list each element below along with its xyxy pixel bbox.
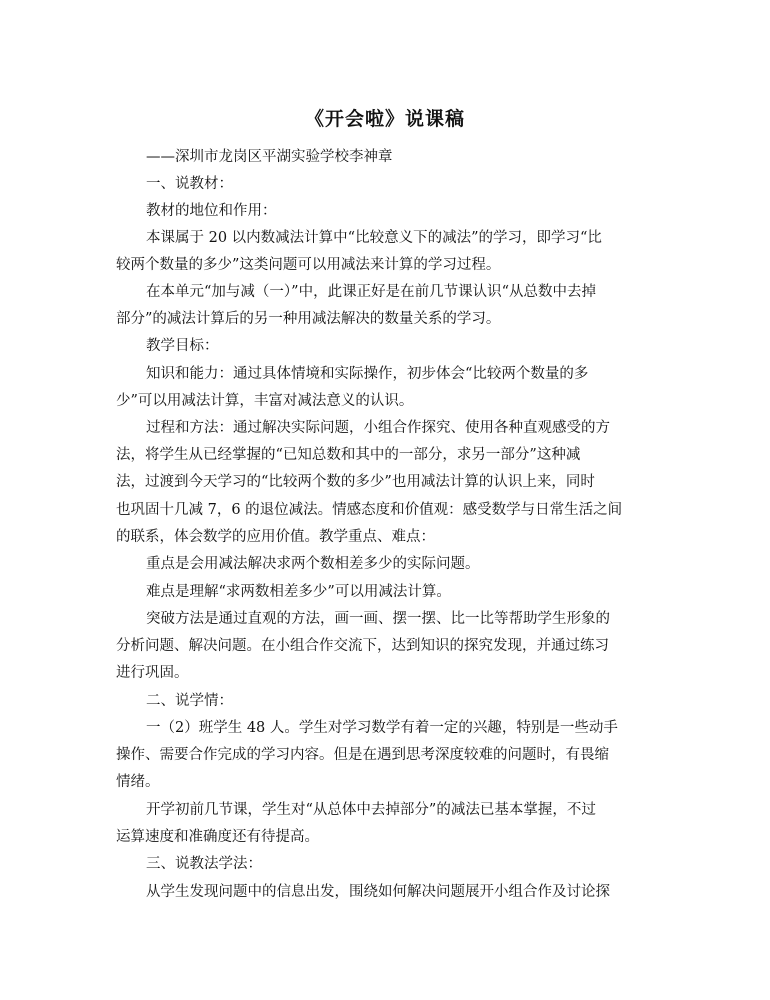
subsection-heading: 教材的地位和作用： bbox=[146, 203, 277, 219]
paragraph-line: 情绪。 bbox=[116, 774, 160, 790]
paragraph-line: 一（2）班学生 48 人。学生对学习数学有着一定的兴趣，特别是一些动手 bbox=[146, 720, 618, 736]
paragraph-line: 也巩固十几减 7，6 的退位减法。情感态度和价值观：感受数学与日常生活之间 bbox=[116, 502, 623, 518]
section-heading: 二、说学情： bbox=[146, 693, 233, 709]
paragraph-line: 进行巩固。 bbox=[116, 665, 189, 681]
paragraph-line: 在本单元“加与减（一）”中，此课正好是在前几节课认识“从总数中去掉 bbox=[146, 284, 596, 300]
paragraph-line: 开学初前几节课，学生对“从总体中去掉部分”的减法已基本掌握，不过 bbox=[146, 802, 596, 818]
subsection-heading: 教学目标： bbox=[146, 338, 219, 354]
paragraph-line: 运算速度和准确度还有待提高。 bbox=[116, 829, 319, 845]
paragraph-line: 突破方法是通过直观的方法，画一画、摆一摆、比一比等帮助学生形象的 bbox=[146, 611, 610, 627]
paragraph-line: 知识和能力：通过具体情境和实际操作，初步体会“比较两个数量的多 bbox=[146, 366, 589, 382]
section-heading: 一、说教材： bbox=[146, 176, 233, 192]
paragraph-line: 少”可以用减法计算，丰富对减法意义的认识。 bbox=[116, 393, 414, 409]
author-line: ——深圳市龙岗区平湖实验学校李神章 bbox=[146, 149, 393, 165]
paragraph-line: 从学生发现问题中的信息出发，围绕如何解决问题展开小组合作及讨论探 bbox=[146, 884, 610, 900]
section-heading: 三、说教法学法： bbox=[146, 856, 262, 872]
paragraph-line: 较两个数量的多少”这类问题可以用减法来计算的学习过程。 bbox=[116, 257, 501, 273]
paragraph-line: 重点是会用减法解决求两个数相差多少的实际问题。 bbox=[146, 556, 480, 572]
paragraph-line: 法，将学生从已经掌握的“已知总数和其中的一部分，求另一部分”这种减 bbox=[116, 447, 581, 463]
paragraph-line: 过程和方法：通过解决实际问题，小组合作探究、使用各种直观感受的方 bbox=[146, 420, 610, 436]
paragraph-line: 的联系，体会数学的应用价值。教学重点、难点： bbox=[116, 529, 435, 545]
paragraph-line: 难点是理解“求两数相差多少”可以用减法计算。 bbox=[146, 584, 451, 600]
paragraph-line: 操作、需要合作完成的学习内容。但是在遇到思考深度较难的问题时，有畏缩 bbox=[116, 747, 609, 763]
paragraph-line: 本课属于 20 以内数减法计算中“比较意义下的减法”的学习，即学习“比 bbox=[146, 230, 602, 246]
paragraph-line: 部分”的减法计算后的另一种用减法解决的数量关系的学习。 bbox=[116, 311, 501, 327]
paragraph-line: 法，过渡到今天学习的“比较两个数的多少”也用减法计算的认识上来，同时 bbox=[116, 474, 595, 490]
paragraph-line: 分析问题、解决问题。在小组合作交流下，达到知识的探究发现，并通过练习 bbox=[116, 638, 609, 654]
document-title: 《开会啦》说课稿 bbox=[304, 108, 465, 130]
